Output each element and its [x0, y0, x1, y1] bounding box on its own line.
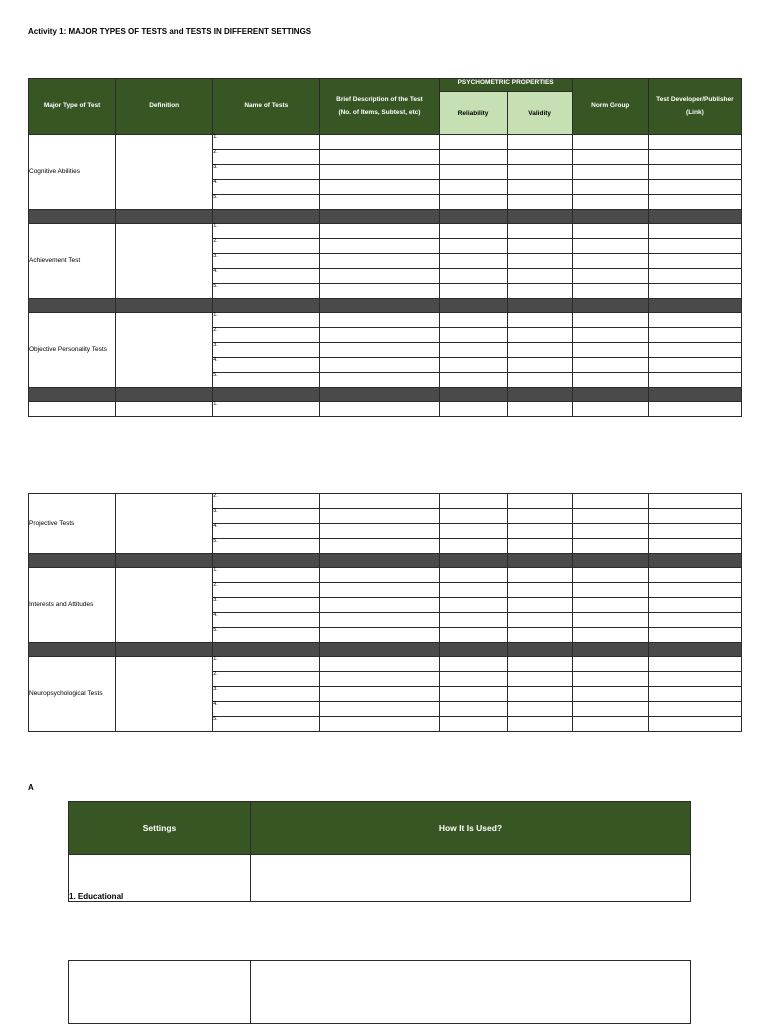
- blank-cell[interactable]: [572, 358, 648, 373]
- blank-cell[interactable]: [439, 150, 507, 165]
- blank-cell[interactable]: [439, 539, 507, 554]
- blank-cell[interactable]: [572, 239, 648, 254]
- blank-cell[interactable]: [648, 135, 741, 150]
- blank-cell[interactable]: [320, 494, 439, 509]
- blank-cell[interactable]: [320, 717, 439, 732]
- blank-cell[interactable]: [648, 598, 741, 613]
- blank-cell[interactable]: [439, 269, 507, 284]
- header-test-developer: [648, 79, 741, 135]
- row-number: 1.: [213, 402, 320, 417]
- row-number: 3.: [213, 598, 320, 613]
- blank-cell[interactable]: [648, 328, 741, 343]
- setting-educational-answer[interactable]: [251, 855, 691, 902]
- blank-cell[interactable]: [320, 524, 439, 539]
- settings-table-continued: [68, 960, 691, 1024]
- row-number: 5.: [213, 717, 320, 732]
- row-number: 5.: [213, 195, 320, 210]
- blank-cell[interactable]: [648, 358, 741, 373]
- blank-cell[interactable]: [572, 613, 648, 628]
- row-number: 3.: [213, 165, 320, 180]
- blank-cell[interactable]: [320, 598, 439, 613]
- blank-cell[interactable]: [572, 313, 648, 328]
- blank-cell[interactable]: [320, 628, 439, 643]
- row-number: 5.: [213, 539, 320, 554]
- blank-cell[interactable]: [648, 239, 741, 254]
- definition-cell[interactable]: [116, 224, 213, 299]
- blank-cell[interactable]: [439, 135, 507, 150]
- blank-cell[interactable]: [572, 165, 648, 180]
- row-number: 2.: [213, 328, 320, 343]
- separator-cell: [572, 554, 648, 568]
- blank-cell[interactable]: [648, 313, 741, 328]
- blank-cell[interactable]: [648, 687, 741, 702]
- blank-cell[interactable]: [572, 524, 648, 539]
- blank-cell[interactable]: [439, 524, 507, 539]
- table-row: [29, 568, 742, 583]
- blank-cell[interactable]: [439, 358, 507, 373]
- header-reliability: Reliability: [439, 92, 507, 135]
- separator-cell: [507, 643, 572, 657]
- blank-cell[interactable]: [320, 358, 439, 373]
- separator-row: [29, 388, 742, 402]
- separator-cell: [648, 554, 741, 568]
- separator-cell: [572, 388, 648, 402]
- blank-cell[interactable]: [648, 224, 741, 239]
- settings-table: [68, 801, 691, 902]
- blank-cell[interactable]: [572, 717, 648, 732]
- blank-cell[interactable]: [320, 254, 439, 269]
- blank-cell[interactable]: [439, 717, 507, 732]
- setting-educational: 1. Educational: [69, 855, 251, 902]
- blank-cell[interactable]: [439, 657, 507, 672]
- blank-cell[interactable]: [507, 672, 572, 687]
- separator-cell: [213, 554, 320, 568]
- blank-cell[interactable]: [648, 539, 741, 554]
- definition-cell[interactable]: [116, 568, 213, 643]
- section-letter: A: [28, 783, 34, 792]
- blank-cell[interactable]: [320, 373, 439, 388]
- row-number: 3.: [213, 343, 320, 358]
- blank-cell[interactable]: [572, 539, 648, 554]
- row-number: 1.: [213, 657, 320, 672]
- separator-row: [29, 299, 742, 313]
- blank-cell[interactable]: [507, 254, 572, 269]
- blank-cell[interactable]: [572, 657, 648, 672]
- blank-cell[interactable]: [439, 373, 507, 388]
- header-brief-description-line2: (No. of Items, Subtest, etc): [338, 109, 421, 116]
- category-cell[interactable]: [29, 402, 116, 417]
- blank-cell[interactable]: [572, 343, 648, 358]
- blank-cell[interactable]: [507, 373, 572, 388]
- separator-row: [29, 554, 742, 568]
- row-number: 2.: [213, 239, 320, 254]
- row-number: 4.: [213, 269, 320, 284]
- separator-cell: [648, 210, 741, 224]
- blank-cell[interactable]: [439, 239, 507, 254]
- blank-cell[interactable]: [648, 343, 741, 358]
- separator-cell: [572, 210, 648, 224]
- blank-cell[interactable]: [572, 598, 648, 613]
- category-label: Neuropsychological Tests: [29, 657, 116, 732]
- separator-cell: [439, 643, 507, 657]
- blank-cell[interactable]: [320, 135, 439, 150]
- blank-cell[interactable]: [507, 657, 572, 672]
- blank-cell[interactable]: [507, 583, 572, 598]
- separator-cell: [320, 388, 439, 402]
- blank-cell[interactable]: [507, 135, 572, 150]
- row-number: 3.: [213, 509, 320, 524]
- separator-cell: [213, 299, 320, 313]
- separator-cell: [29, 299, 116, 313]
- blank-cell[interactable]: [439, 598, 507, 613]
- separator-cell: [213, 388, 320, 402]
- blank-cell[interactable]: [648, 254, 741, 269]
- separator-cell: [507, 299, 572, 313]
- blank-cell[interactable]: [439, 702, 507, 717]
- blank-cell[interactable]: [507, 687, 572, 702]
- blank-cell[interactable]: [507, 524, 572, 539]
- separator-cell: [116, 299, 213, 313]
- blank-cell[interactable]: [320, 328, 439, 343]
- separator-cell: [439, 299, 507, 313]
- blank-cell[interactable]: [320, 313, 439, 328]
- row-number: 2.: [213, 150, 320, 165]
- blank-cell[interactable]: [320, 672, 439, 687]
- blank-cell[interactable]: [507, 150, 572, 165]
- separator-cell: [572, 643, 648, 657]
- major-types-table: [28, 78, 742, 417]
- header-name-of-tests: Name of Tests: [213, 79, 320, 135]
- blank-cell[interactable]: [572, 402, 648, 417]
- category-label: Interests and Attitudes: [29, 568, 116, 643]
- blank-cell[interactable]: [648, 180, 741, 195]
- row-number: 4.: [213, 524, 320, 539]
- separator-cell: [116, 210, 213, 224]
- row-number: 4.: [213, 702, 320, 717]
- blank-cell[interactable]: [439, 254, 507, 269]
- setting-next-label[interactable]: [69, 961, 251, 1024]
- blank-cell[interactable]: [648, 269, 741, 284]
- blank-cell[interactable]: [320, 165, 439, 180]
- blank-cell[interactable]: [320, 657, 439, 672]
- blank-cell[interactable]: [507, 313, 572, 328]
- separator-cell: [648, 643, 741, 657]
- separator-cell: [320, 643, 439, 657]
- blank-cell[interactable]: [572, 628, 648, 643]
- blank-cell[interactable]: [320, 195, 439, 210]
- blank-cell[interactable]: [507, 180, 572, 195]
- separator-cell: [507, 554, 572, 568]
- header-settings: Settings: [69, 802, 251, 855]
- separator-cell: [116, 554, 213, 568]
- separator-row: [29, 643, 742, 657]
- header-test-developer-line1: Test Developer/Publisher: [656, 95, 734, 103]
- separator-cell: [572, 299, 648, 313]
- blank-cell[interactable]: [507, 613, 572, 628]
- blank-cell[interactable]: [572, 702, 648, 717]
- major-types-table-continued: [28, 493, 742, 732]
- blank-cell[interactable]: [648, 195, 741, 210]
- blank-cell[interactable]: [648, 509, 741, 524]
- blank-cell[interactable]: [572, 150, 648, 165]
- blank-cell[interactable]: [320, 702, 439, 717]
- separator-cell: [439, 210, 507, 224]
- separator-cell: [213, 643, 320, 657]
- header-how-it-is-used: How It Is Used?: [251, 802, 691, 855]
- row-number: 5.: [213, 373, 320, 388]
- separator-row: [29, 210, 742, 224]
- table-row: [29, 494, 742, 509]
- blank-cell[interactable]: [439, 343, 507, 358]
- blank-cell[interactable]: [439, 568, 507, 583]
- blank-cell[interactable]: [439, 687, 507, 702]
- blank-cell[interactable]: [507, 568, 572, 583]
- separator-cell: [29, 643, 116, 657]
- blank-cell[interactable]: [648, 702, 741, 717]
- blank-cell[interactable]: [320, 402, 439, 417]
- blank-cell[interactable]: [507, 494, 572, 509]
- blank-cell[interactable]: [572, 180, 648, 195]
- definition-cell[interactable]: [116, 657, 213, 732]
- table-row: [29, 313, 742, 328]
- blank-cell[interactable]: [320, 224, 439, 239]
- blank-cell[interactable]: [507, 402, 572, 417]
- separator-cell: [648, 299, 741, 313]
- header-major-type: Major Type of Test: [29, 79, 116, 135]
- blank-cell[interactable]: [648, 524, 741, 539]
- blank-cell[interactable]: [507, 224, 572, 239]
- blank-cell[interactable]: [439, 165, 507, 180]
- blank-cell[interactable]: [572, 568, 648, 583]
- row-number: 1.: [213, 313, 320, 328]
- blank-cell[interactable]: [439, 628, 507, 643]
- row-number: 1.: [213, 568, 320, 583]
- definition-cell[interactable]: [116, 494, 213, 554]
- blank-cell[interactable]: [320, 539, 439, 554]
- blank-cell[interactable]: [648, 284, 741, 299]
- blank-cell[interactable]: [439, 195, 507, 210]
- blank-cell[interactable]: [439, 402, 507, 417]
- separator-cell: [320, 554, 439, 568]
- blank-cell[interactable]: [320, 568, 439, 583]
- blank-cell[interactable]: [572, 328, 648, 343]
- blank-cell[interactable]: [572, 284, 648, 299]
- blank-cell[interactable]: [572, 254, 648, 269]
- separator-cell: [116, 643, 213, 657]
- blank-cell[interactable]: [507, 717, 572, 732]
- header-definition: Definition: [116, 79, 213, 135]
- blank-cell[interactable]: [507, 628, 572, 643]
- blank-cell[interactable]: [572, 494, 648, 509]
- header-brief-description: [320, 79, 439, 135]
- blank-cell[interactable]: [572, 509, 648, 524]
- blank-cell[interactable]: [507, 509, 572, 524]
- blank-cell[interactable]: [572, 135, 648, 150]
- blank-cell[interactable]: [439, 313, 507, 328]
- category-label: Objective Personality Tests: [29, 313, 116, 388]
- separator-cell: [213, 210, 320, 224]
- blank-cell[interactable]: [648, 568, 741, 583]
- blank-cell[interactable]: [648, 672, 741, 687]
- row-number: 5.: [213, 284, 320, 299]
- blank-cell[interactable]: [507, 284, 572, 299]
- row-number: 2.: [213, 672, 320, 687]
- header-psychometric-properties: PSYCHOMETRIC PROPERTIES: [439, 79, 572, 92]
- blank-cell[interactable]: [648, 373, 741, 388]
- blank-cell[interactable]: [648, 717, 741, 732]
- row-number: 3.: [213, 687, 320, 702]
- blank-cell[interactable]: [439, 494, 507, 509]
- blank-cell[interactable]: [320, 687, 439, 702]
- header-test-developer-line2: (Link): [686, 109, 704, 116]
- blank-cell[interactable]: [507, 165, 572, 180]
- row-number: 4.: [213, 180, 320, 195]
- blank-cell[interactable]: [507, 358, 572, 373]
- blank-cell[interactable]: [507, 598, 572, 613]
- blank-cell[interactable]: [572, 224, 648, 239]
- blank-cell[interactable]: [439, 583, 507, 598]
- blank-cell[interactable]: [507, 269, 572, 284]
- blank-cell[interactable]: [320, 269, 439, 284]
- row-number: 1.: [213, 224, 320, 239]
- blank-cell[interactable]: [648, 165, 741, 180]
- separator-cell: [116, 388, 213, 402]
- table-row: [29, 224, 742, 239]
- definition-cell[interactable]: [116, 313, 213, 388]
- header-norm-group: Norm Group: [572, 79, 648, 135]
- separator-cell: [507, 388, 572, 402]
- category-label: Cognitive Abilities: [29, 135, 116, 210]
- document-title: Activity 1: MAJOR TYPES OF TESTS and TESTS IN DIFFERENT SETTINGS: [28, 27, 312, 36]
- blank-cell[interactable]: [439, 672, 507, 687]
- blank-cell[interactable]: [572, 583, 648, 598]
- blank-cell[interactable]: [648, 583, 741, 598]
- blank-cell[interactable]: [439, 224, 507, 239]
- blank-cell[interactable]: [507, 195, 572, 210]
- separator-cell: [507, 210, 572, 224]
- row-number: 5.: [213, 628, 320, 643]
- blank-cell[interactable]: [507, 343, 572, 358]
- row-number: 4.: [213, 358, 320, 373]
- blank-cell[interactable]: [320, 239, 439, 254]
- definition-cell[interactable]: [116, 135, 213, 210]
- blank-cell[interactable]: [572, 373, 648, 388]
- category-label: Projective Tests: [29, 494, 116, 554]
- header-brief-description-line1: Brief Description of the Test: [336, 95, 423, 103]
- blank-cell[interactable]: [320, 343, 439, 358]
- table-row: [29, 402, 742, 417]
- blank-cell[interactable]: [439, 284, 507, 299]
- blank-cell[interactable]: [572, 195, 648, 210]
- row-number: 2.: [213, 583, 320, 598]
- table-row: [29, 657, 742, 672]
- blank-cell[interactable]: [439, 328, 507, 343]
- separator-cell: [439, 388, 507, 402]
- separator-cell: [439, 554, 507, 568]
- separator-cell: [29, 210, 116, 224]
- header-validity: Validity: [507, 92, 572, 135]
- definition-cell[interactable]: [116, 402, 213, 417]
- blank-cell[interactable]: [572, 269, 648, 284]
- separator-cell: [648, 388, 741, 402]
- row-number: 2.: [213, 494, 320, 509]
- separator-cell: [29, 388, 116, 402]
- setting-next-answer[interactable]: [251, 961, 691, 1024]
- row-number: 3.: [213, 254, 320, 269]
- blank-cell[interactable]: [439, 180, 507, 195]
- row-number: 4.: [213, 613, 320, 628]
- blank-cell[interactable]: [439, 613, 507, 628]
- table-row: [29, 135, 742, 150]
- blank-cell[interactable]: [320, 284, 439, 299]
- blank-cell[interactable]: [507, 239, 572, 254]
- blank-cell[interactable]: [648, 402, 741, 417]
- blank-cell[interactable]: [648, 628, 741, 643]
- blank-cell[interactable]: [572, 672, 648, 687]
- blank-cell[interactable]: [648, 613, 741, 628]
- blank-cell[interactable]: [320, 150, 439, 165]
- row-number: 1.: [213, 135, 320, 150]
- blank-cell[interactable]: [320, 180, 439, 195]
- blank-cell[interactable]: [648, 494, 741, 509]
- blank-cell[interactable]: [507, 328, 572, 343]
- blank-cell[interactable]: [320, 509, 439, 524]
- blank-cell[interactable]: [572, 687, 648, 702]
- category-label: Achievement Test: [29, 224, 116, 299]
- blank-cell[interactable]: [507, 702, 572, 717]
- blank-cell[interactable]: [320, 583, 439, 598]
- blank-cell[interactable]: [507, 539, 572, 554]
- separator-cell: [29, 554, 116, 568]
- separator-cell: [320, 210, 439, 224]
- blank-cell[interactable]: [439, 509, 507, 524]
- blank-cell[interactable]: [648, 150, 741, 165]
- blank-cell[interactable]: [648, 657, 741, 672]
- separator-cell: [320, 299, 439, 313]
- blank-cell[interactable]: [320, 613, 439, 628]
